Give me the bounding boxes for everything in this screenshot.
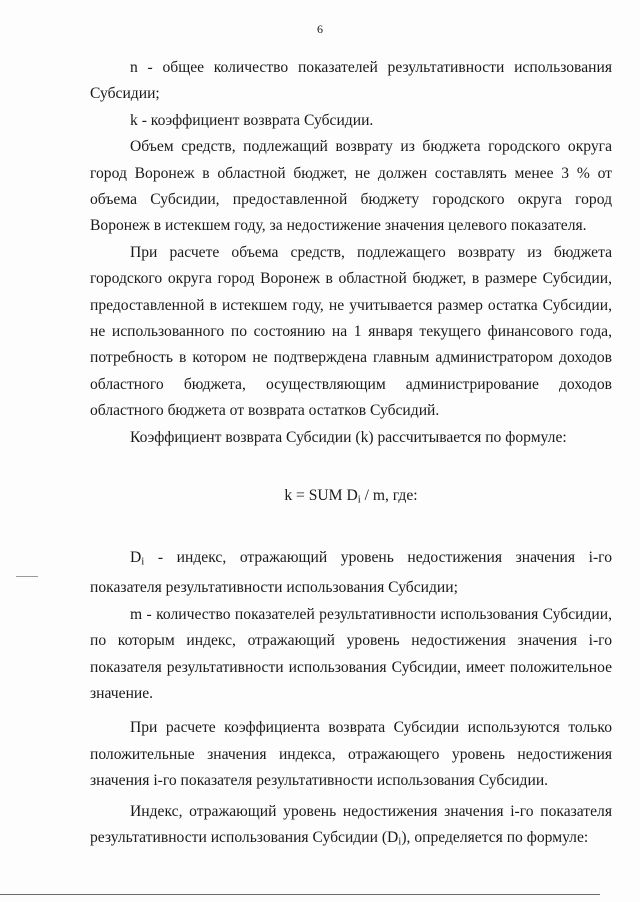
- index-intro-post: ), определяется по формуле:: [401, 829, 589, 846]
- index-intro-sub: i: [398, 835, 402, 848]
- document-body: [90, 55, 612, 855]
- paragraph-di-definition: [90, 545, 612, 602]
- paragraph-coefficient-intro: Коэффициент возврата Субсидии (k) рассчитывается по формуле:: [130, 428, 567, 446]
- formula-k-pre: k = SUM D: [284, 487, 358, 505]
- paragraph-k-definition: k - коэффициент возврата Субсидии.: [130, 111, 374, 129]
- paragraph-return-minimum: Объем средств, подлежащий возврату из бюджета городского округа город Воронеж в областной бюджет, не должен составлять менее 3 % от объема Субсидии, предоставленной бюджету городского округа город Воронеж в истекшем году, за недостижение значения целевого показателя.: [90, 138, 612, 235]
- di-subscript: i: [141, 555, 145, 568]
- formula-k: [90, 483, 612, 513]
- paragraph-return-calculation: При расчете объема средств, подлежащего возврату из бюджета городского округа город Воронеж в областной бюджет, в размере Субсидии, предоставленной в истекшем году, не учитывается размер остатка Субсидии, не использованного по состоянию на 1 января текущего финансового года, потребность в котором не подтверждена главным администратором доходов областного бюджета, осуществляющим администрирование доходов областного бюджета от возврата остатков Субсидий.: [90, 243, 612, 420]
- paragraph-index-formula-intro: [90, 799, 612, 856]
- di-symbol: D: [130, 549, 142, 567]
- page-number: 6: [317, 22, 323, 36]
- formula-k-post: / m, где:: [360, 487, 418, 505]
- paragraph-m-definition: m - количество показателей результативности использования Субсидии, по которым индекс, отражающий уровень недостижения значения i-го показателя результативности использования Субсидии, имеет положительное значение.: [90, 605, 612, 702]
- scan-mark: [16, 576, 38, 577]
- di-definition-text: - индекс, отражающий уровень недостижения значения i-го показателя результативности использования Субсидии;: [90, 549, 612, 597]
- spacer: [90, 707, 612, 715]
- formula-k-sub: i: [357, 493, 361, 506]
- index-intro-text: Индекс, отражающий уровень недостижения значения i-го показателя результативности использования Субсидии (D: [90, 802, 612, 846]
- paragraph-positive-values: При расчете коэффициента возврата Субсидии используются только положительные значения индекса, отражающего уровень недостижения значения i-го показателя результативности использования Субсидии.: [90, 719, 612, 790]
- spacer: [90, 451, 612, 483]
- spacer: [90, 513, 612, 545]
- paragraph-n-definition: n - общее количество показателей результативности использования Субсидии;: [90, 59, 612, 103]
- bottom-rule: [0, 894, 600, 895]
